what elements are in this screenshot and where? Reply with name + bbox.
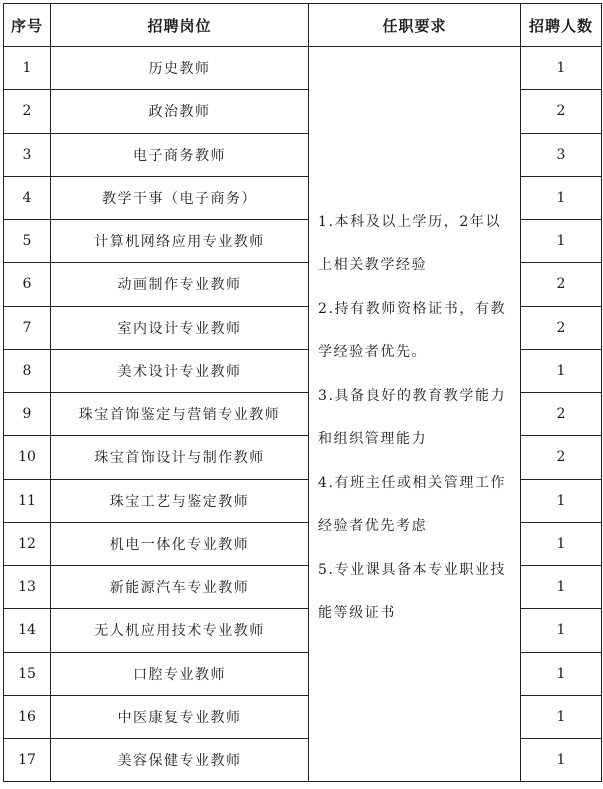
serial-number-cell: 5: [4, 220, 51, 263]
serial-number-cell: 15: [4, 652, 51, 695]
serial-number-cell: 11: [4, 479, 51, 522]
serial-number-cell: 8: [4, 349, 51, 392]
position-cell: 电子商务教师: [51, 133, 309, 176]
position-cell: 政治教师: [51, 90, 309, 133]
table-row: [4, 47, 602, 90]
headcount-cell: 1: [521, 220, 602, 263]
headcount-cell: 1: [521, 652, 602, 695]
requirement-item: 3.具备良好的教育教学能力和组织管理能力: [318, 387, 507, 448]
headcount-cell: 1: [521, 349, 602, 392]
table-body: [4, 47, 602, 782]
headcount-cell: 2: [521, 393, 602, 436]
serial-number-cell: 3: [4, 133, 51, 176]
requirement-item: 2.持有教师资格证书，有教学经验者优先。: [318, 300, 507, 361]
position-cell: 珠宝首饰设计与制作教师: [51, 436, 309, 479]
position-cell: 计算机网络应用专业教师: [51, 220, 309, 263]
serial-number-cell: 1: [4, 47, 51, 90]
requirements-cell: [309, 47, 521, 782]
position-cell: 无人机应用技术专业教师: [51, 609, 309, 652]
serial-number-cell: 17: [4, 739, 51, 782]
position-cell: 珠宝首饰鉴定与营销专业教师: [51, 393, 309, 436]
headcount-cell: 1: [521, 739, 602, 782]
headcount-cell: 2: [521, 90, 602, 133]
headcount-cell: 2: [521, 263, 602, 306]
serial-number-cell: 12: [4, 522, 51, 565]
headcount-cell: 1: [521, 566, 602, 609]
headcount-cell: 1: [521, 176, 602, 219]
requirements-list: [318, 201, 513, 636]
position-cell: 珠宝工艺与鉴定教师: [51, 479, 309, 522]
headcount-cell: 1: [521, 695, 602, 738]
serial-number-cell: 14: [4, 609, 51, 652]
position-cell: 历史教师: [51, 47, 309, 90]
headcount-cell: 1: [521, 47, 602, 90]
headcount-cell: 1: [521, 609, 602, 652]
header-serial-number: 序号: [4, 4, 51, 47]
headcount-cell: 2: [521, 436, 602, 479]
headcount-cell: 1: [521, 522, 602, 565]
position-cell: 口腔专业教师: [51, 652, 309, 695]
position-cell: 动画制作专业教师: [51, 263, 309, 306]
serial-number-cell: 4: [4, 176, 51, 219]
position-cell: 美术设计专业教师: [51, 349, 309, 392]
header-position: 招聘岗位: [51, 4, 309, 47]
position-cell: 室内设计专业教师: [51, 306, 309, 349]
position-cell: 机电一体化专业教师: [51, 522, 309, 565]
position-cell: 教学干事（电子商务）: [51, 176, 309, 219]
position-cell: 中医康复专业教师: [51, 695, 309, 738]
requirement-item: 4.有班主任或相关管理工作经验者优先考虑: [318, 474, 507, 535]
serial-number-cell: 9: [4, 393, 51, 436]
requirement-item: 1.本科及以上学历，2年以上相关教学经验: [318, 213, 502, 274]
requirement-item: 5.专业课具备本专业职业技能等级证书: [318, 561, 507, 622]
serial-number-cell: 6: [4, 263, 51, 306]
headcount-cell: 1: [521, 479, 602, 522]
headcount-cell: 3: [521, 133, 602, 176]
table-header-row: [4, 4, 602, 47]
header-headcount: 招聘人数: [521, 4, 602, 47]
position-cell: 美容保健专业教师: [51, 739, 309, 782]
serial-number-cell: 13: [4, 566, 51, 609]
headcount-cell: 2: [521, 306, 602, 349]
header-requirements: 任职要求: [309, 4, 521, 47]
serial-number-cell: 16: [4, 695, 51, 738]
serial-number-cell: 10: [4, 436, 51, 479]
serial-number-cell: 2: [4, 90, 51, 133]
serial-number-cell: 7: [4, 306, 51, 349]
position-cell: 新能源汽车专业教师: [51, 566, 309, 609]
recruitment-table: [3, 3, 602, 782]
